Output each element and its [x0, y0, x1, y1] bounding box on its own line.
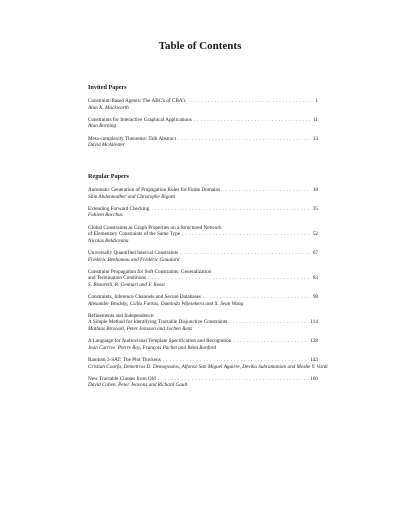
toc-entry-page-number: 35	[312, 205, 318, 212]
dot-leader	[229, 319, 308, 326]
page-title: Table of Contents	[158, 40, 242, 52]
toc-entry-title-line	[88, 357, 318, 364]
toc-entry-authors: Slim Abdennadher and Christophe Rigotti	[88, 193, 176, 200]
toc-entry-title: A Simple Method for Identifying Tractable Disjunctive Constraints	[88, 319, 228, 326]
toc-entry-title-line	[88, 338, 318, 345]
toc-entry-authors: David Cohen, Peter Jeavons and Richard Gault	[88, 382, 188, 389]
toc-entry-title: A Language for Audiovisual Template Specification and Recognition	[88, 338, 232, 345]
toc-entry-authors: Alan Borning	[88, 123, 117, 130]
toc-entry-title-line	[88, 319, 318, 326]
toc-entry-title: Random 3-SAT: The Plot Thickens	[88, 357, 161, 364]
toc-entry	[88, 294, 318, 307]
toc-entry-title-line	[88, 206, 318, 213]
toc-entry-authors: Mathias Broxvall, Peter Jonsson and Jochen Renz	[88, 326, 193, 333]
dot-leader	[148, 275, 311, 282]
toc-entry-authors: S. Bistarelli, R. Gennari and F. Rossi	[88, 281, 165, 288]
toc-entry-page-number: 52	[312, 231, 318, 238]
dot-leader	[188, 98, 314, 105]
toc-entry-title-line	[88, 98, 318, 105]
toc-entry-title-line	[88, 294, 318, 301]
toc-entry	[88, 250, 318, 263]
toc-entry-authors: Cristian Coarfa, Demetrios D. Demopoulos, Alfonso San Miguel Aguirre, Devika Subramanian and Moshe Y. Vardi	[88, 363, 328, 370]
toc-entry-title-line	[88, 231, 318, 238]
dot-leader	[182, 231, 311, 238]
section-heading: Invited Papers	[88, 84, 127, 91]
toc-entry-title: Global Constraints as Graph Properties on a Structured Network	[88, 224, 222, 231]
toc-entry-title: Constraints, Inference Channels and Secure Databases	[88, 294, 201, 301]
toc-entry-authors: Fahiem Bacchus	[88, 212, 123, 219]
toc-entry-title: Constraint-Based Agents: The ABC's of CBA's	[88, 98, 186, 104]
toc-entry-authors: Frédéric Benhamou and Frédéric Goualard	[88, 256, 180, 263]
toc-entry-page-number: 98	[312, 294, 318, 301]
toc-entry	[88, 313, 318, 333]
toc-entry-authors: Alexander Brodsky, Csilla Farkas, Duminda Wijesekera and X. Sean Wang	[88, 300, 244, 307]
toc-entry-page-number: 1	[315, 98, 318, 104]
toc-entry-page-number: 13	[312, 135, 318, 142]
toc-entry-page-number: 83	[312, 275, 318, 282]
toc-entry-title: Automatic Generation of Propagation Rules for Finite Domains	[88, 187, 221, 193]
toc-entry-title-line	[88, 117, 318, 124]
dot-leader	[233, 338, 308, 345]
toc-entry-authors: Jean Carrive, Pierre Roy, François Pachet and Rémi Ronfard	[88, 344, 217, 351]
toc-entry-title-line	[88, 275, 318, 282]
toc-entry	[88, 357, 328, 370]
toc-entry-authors: David McAllester	[88, 142, 125, 149]
dot-leader	[222, 187, 311, 194]
toc-entry	[88, 338, 318, 351]
dot-leader	[194, 117, 311, 124]
toc-entry	[88, 98, 318, 111]
toc-entry	[88, 187, 318, 200]
toc-entry-authors: Alan K. Mackworth	[88, 104, 129, 111]
toc-entry-title: New Tractable Classes from Old	[88, 375, 156, 382]
toc-entry-page-number: 128	[310, 338, 318, 345]
toc-entry-authors: Nicolas Beldiceanu	[88, 237, 129, 244]
toc-entry	[88, 206, 318, 219]
section-invited-papers	[88, 84, 318, 154]
section-heading: Regular Papers	[88, 173, 129, 180]
regular-entry-list	[88, 187, 328, 389]
dot-leader	[180, 250, 311, 257]
toc-entry-title: Constraints for Interactive Graphical Applications	[88, 116, 192, 123]
toc-entry-title: Refinements and Independence:	[88, 312, 155, 319]
section-regular-papers	[88, 173, 328, 395]
toc-entry	[88, 117, 318, 130]
toc-entry-title-line	[88, 136, 318, 143]
toc-entry	[88, 136, 318, 149]
toc-entry-title-line	[88, 250, 318, 257]
toc-entry	[88, 269, 318, 289]
toc-entry-title: Universally Quantified Interval Constraints	[88, 249, 179, 256]
toc-entry-title: Meta-complexity Theorems: Talk Abstract	[88, 135, 177, 142]
dot-leader	[151, 206, 310, 213]
dot-leader	[203, 294, 311, 301]
toc-entry-title: of Elementary Constraints of the Same Type	[88, 231, 181, 238]
toc-entry-page-number: 143	[310, 357, 318, 364]
toc-entry-page-number: 67	[312, 249, 318, 256]
toc-entry-page-number: 160	[310, 375, 318, 382]
dot-leader	[158, 376, 309, 383]
toc-entry-title: Constraint Propagation for Soft Constraints: Generalization	[88, 268, 212, 275]
toc-entry-title: Extending Forward Checking	[88, 205, 150, 212]
dot-leader	[163, 357, 308, 364]
toc-entry-title-line	[88, 376, 318, 383]
toc-entry-page-number: 114	[310, 319, 318, 326]
dot-leader	[178, 136, 311, 143]
toc-entry	[88, 376, 318, 389]
toc-entry-title-line	[88, 187, 318, 194]
toc-entry-page-number: 18	[312, 187, 318, 193]
toc-entry-title-line	[88, 269, 318, 276]
invited-entry-list	[88, 98, 318, 149]
toc-entry-title: and Termination Conditions	[88, 275, 147, 282]
toc-entry	[88, 225, 318, 245]
toc-entry-page-number: 11	[313, 116, 318, 123]
